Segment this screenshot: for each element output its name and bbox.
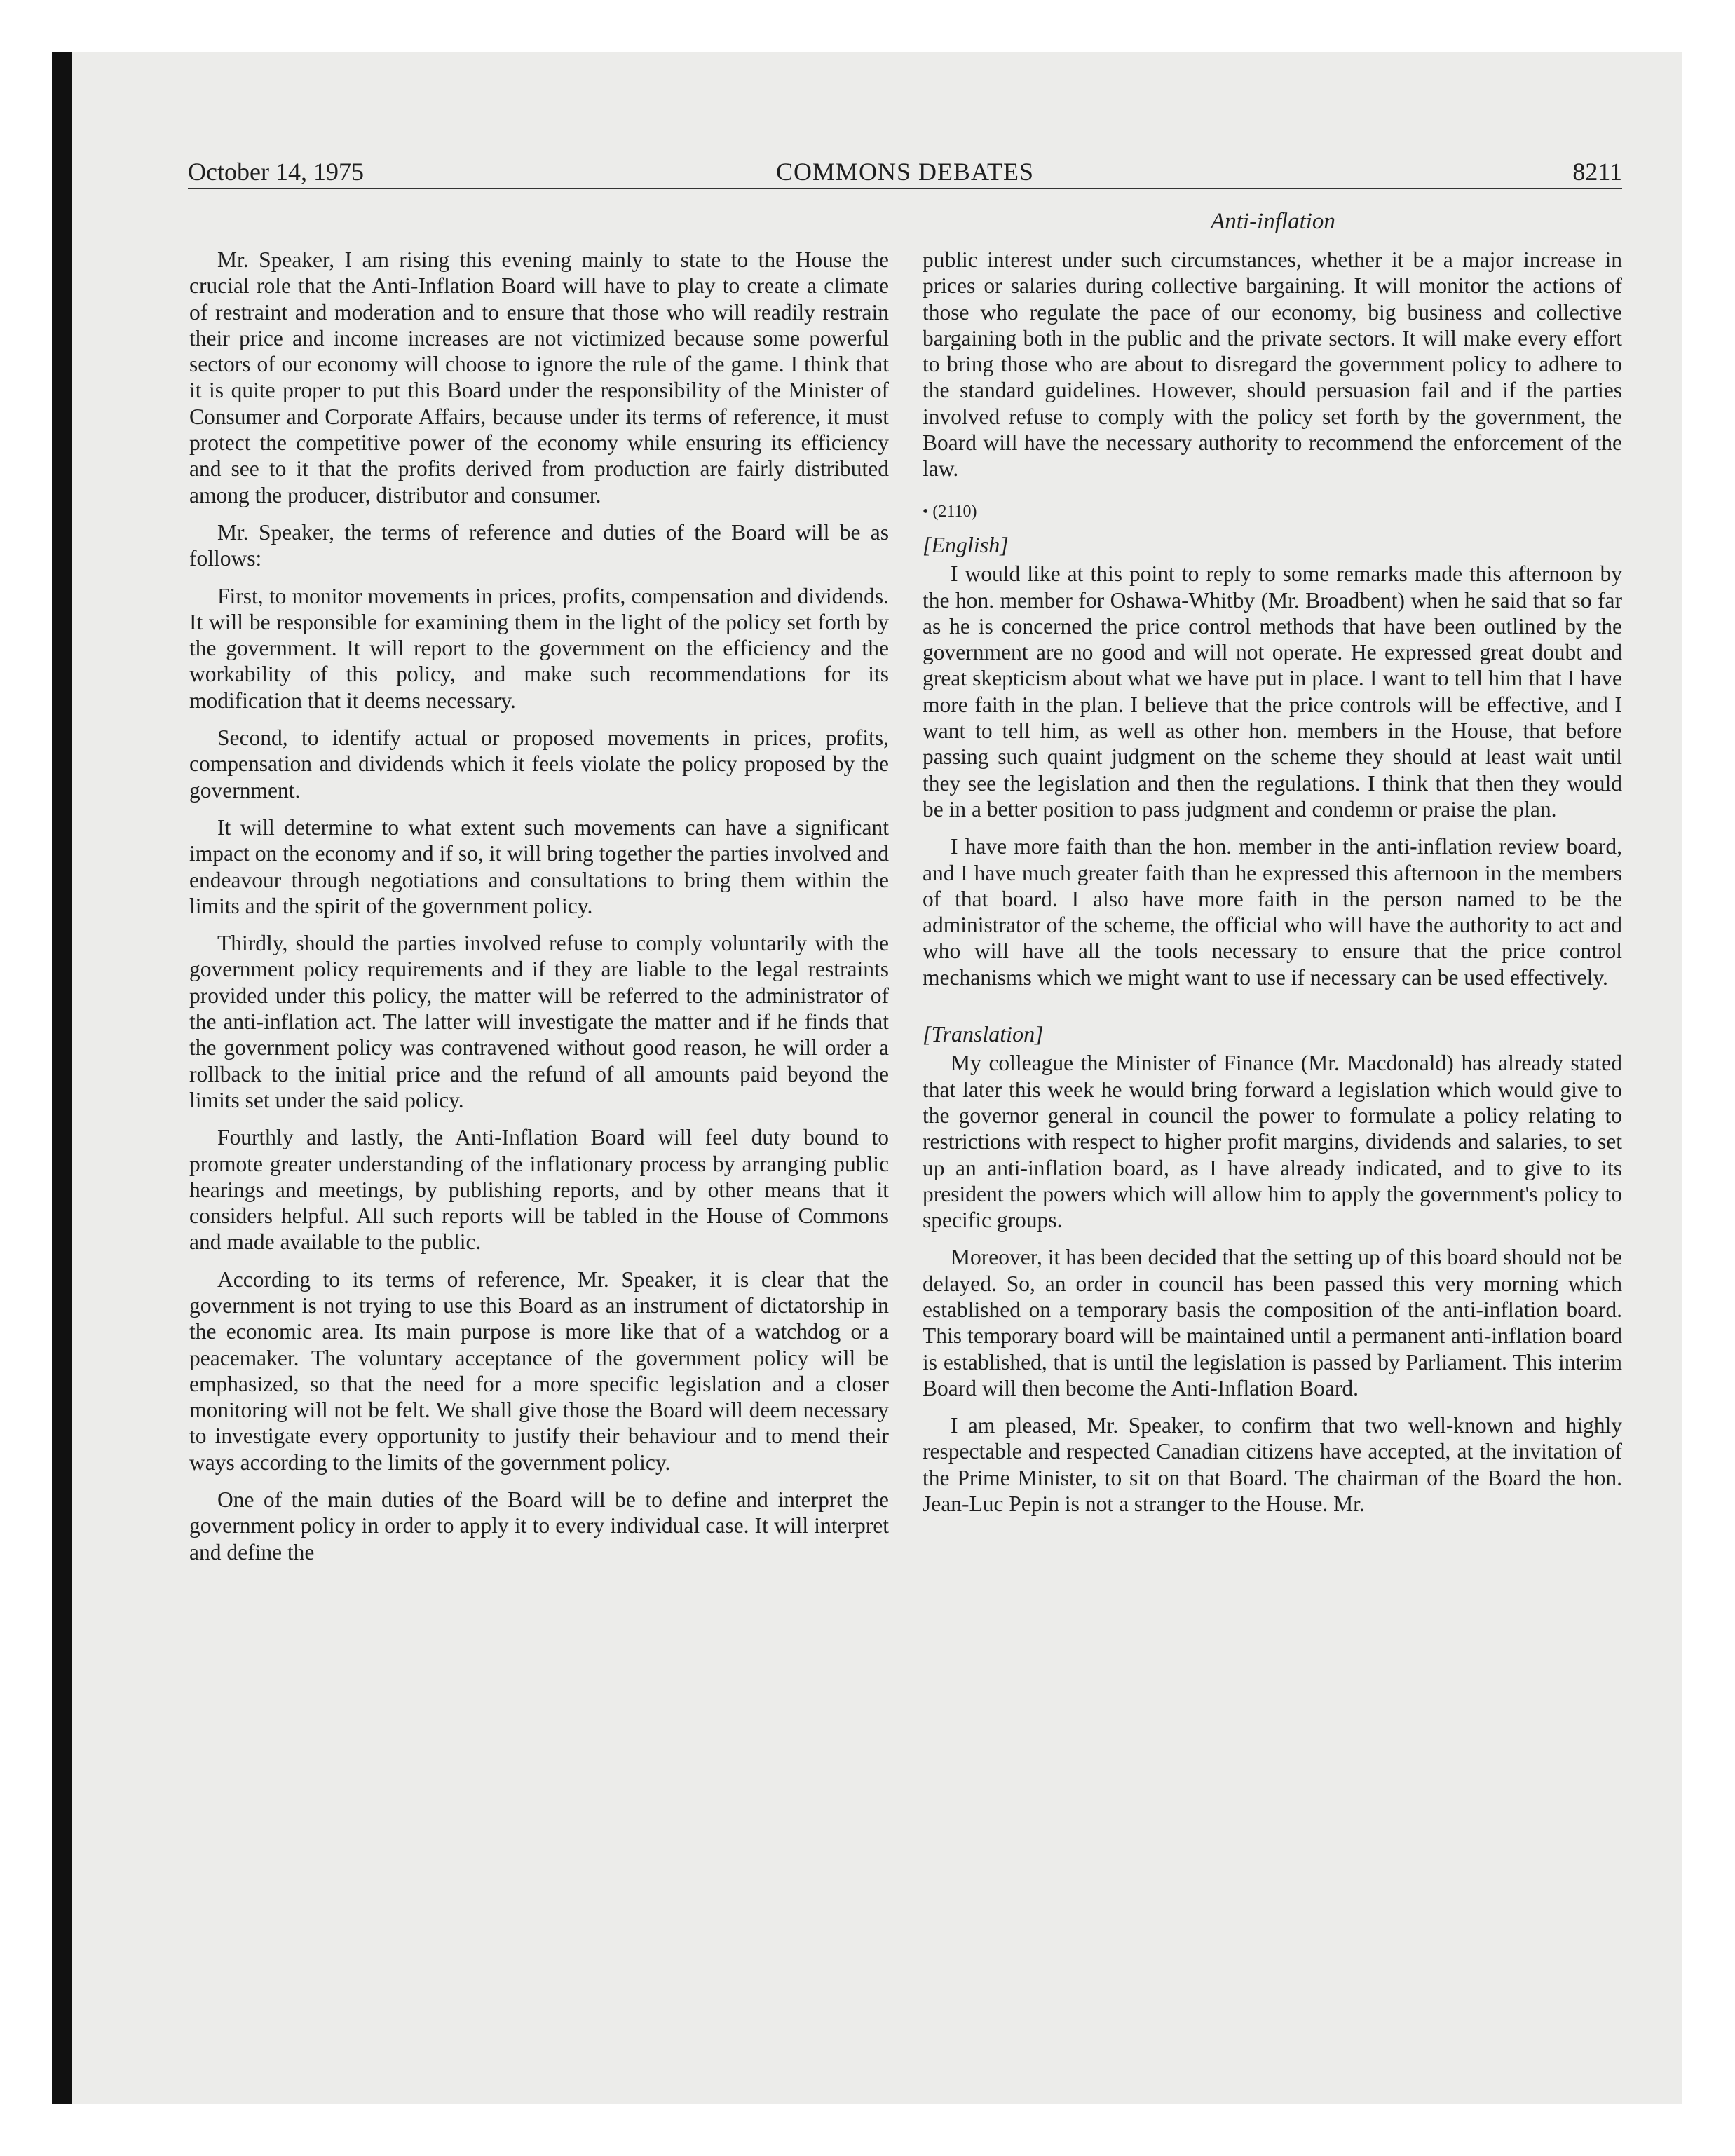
paragraph: I would like at this point to reply to some remarks made this afternoon by the hon. member for Oshawa-Whitby (Mr. Broadbent) when he said that so far as he is concerned the price control methods that have been outlined by the government are no good and will not operate. He expressed great doubt and great skepticism about what we have put in place. I want to tell him that I have more faith in the plan. I believe that the price controls will be effective, and I want to tell him, as well as other hon. members in the House, that before passing such quaint judgment on the scheme they should at least wait until they see the legislation and then the regulations. I think that then they would be in a better position to pass judgment and condemn or praise the plan.	[923, 561, 1622, 821]
paragraph: According to its terms of reference, Mr. Speaker, it is clear that the government is not trying to use this Board as an instrument of dictatorship in the economic area. Its main purpose is more like that of a watchdog or a peacemaker. The voluntary acceptance of the government policy will be emphasized, so that the need for a more specific legislation and a closer monitoring will not be felt. We shall give those the Board will deem necessary to investigate every opportunity to justify their behaviour and to mend their ways according to the limits of the government policy.	[189, 1267, 889, 1475]
paragraph: Thirdly, should the parties involved refuse to comply voluntarily with the government policy requirements and if they are liable to the legal restraints provided under this policy, the matter will be referred to the administrator of the anti-inflation act. The latter will investigate the matter and if he finds that the government policy was contravened without good reason, he will order a rollback to the initial price and the refund of all amounts paid beyond the limits set under the said policy.	[189, 931, 889, 1112]
paragraph: Moreover, it has been decided that the setting up of this board should not be delayed. So, an order in council has been passed this very morning which established on a temporary basis the composition of the anti-inflation board. This temporary board will be maintained until a permanent anti-inflation board is established, that is until the legislation is passed by Parliament. This interim Board will then become the Anti-Inflation Board.	[923, 1245, 1622, 1400]
paragraph: First, to monitor movements in prices, profits, compensation and dividends. It will be responsible for examining them in the light of the policy set forth by the government. It will report to the government on the efficiency and the workability of this policy, and make such recommendations for its modification that it deems necessary.	[189, 583, 889, 713]
paragraph: My colleague the Minister of Finance (Mr. Macdonald) has already stated that later this week he would bring forward a legislation which would give to the governor general in council the power to formulate a policy relating to restrictions with respect to higher profit margins, dividends and salaries, to set up an anti-inflation board, as I have already indicated, and to give to its president the powers which will allow him to apply the government's policy to specific groups.	[923, 1051, 1622, 1233]
left-column	[189, 247, 889, 1576]
paragraph: Mr. Speaker, I am rising this evening mainly to state to the House the crucial role that the Anti-Inflation Board will have to play to create a climate of restraint and moderation and to ensure that those who will readily restrain their price and income increases are not victimized because some powerful sectors of our economy will choose to ignore the rule of the game. I think that it is quite proper to put this Board under the responsibility of the Minister of Consumer and Corporate Affairs, because under its terms of reference, it must protect the competitive power of the economy while ensuring its efficiency and see to it that the profits derived from production are fairly distributed among the producer, distributor and consumer.	[189, 247, 889, 507]
language-label-translation: [Translation]	[923, 1021, 1044, 1047]
paragraph: One of the main duties of the Board will be to define and interpret the government policy in order to apply it to every individual case. It will interpret and define the	[189, 1487, 889, 1564]
right-column	[923, 247, 1622, 1528]
paragraph: I am pleased, Mr. Speaker, to confirm that two well-known and highly respectable and respected Canadian citizens have accepted, at the invitation of the Prime Minister, to sit on that Board. The chairman of the Board the hon. Jean-Luc Pepin is not a stranger to the House. Mr.	[923, 1413, 1622, 1517]
paragraph: Fourthly and lastly, the Anti-Inflation Board will feel duty bound to promote greater understanding of the inflationary process by arranging public hearings and meetings, by publishing reports, and by other means that it considers helpful. All such reports will be tabled in the House of Commons and made available to the public.	[189, 1125, 889, 1255]
page-number: 8211	[1572, 158, 1622, 186]
header-date: October 14, 1975	[188, 158, 364, 186]
paragraph: Second, to identify actual or proposed movements in prices, profits, compensation and dividends which it feels violate the policy proposed by the government.	[189, 725, 889, 803]
paragraph: Mr. Speaker, the terms of reference and duties of the Board will be as follows:	[189, 519, 889, 571]
timestamp: • (2110)	[923, 502, 977, 521]
page-header	[188, 153, 1622, 189]
header-title: COMMONS DEBATES	[775, 158, 1035, 186]
paragraph: I have more faith than the hon. member in the anti-inflation review board, and I have much greater faith than he expressed this afternoon in the members of that board. I also have more faith in the person named to be the administrator of the scheme, the official who will have the authority to act and who will have all the tools necessary to ensure that the price control mechanisms which we might want to use if necessary can be used effectively.	[923, 834, 1622, 990]
running-head: Anti-inflation	[1211, 209, 1335, 234]
paragraph: It will determine to what extent such movements can have a significant impact on the economy and if so, it will bring together the parties involved and endeavour through negotiations and consultations to bring them within the limits and the spirit of the government policy.	[189, 814, 889, 918]
binding-edge	[52, 52, 72, 2104]
language-label-english: [English]	[923, 531, 1009, 557]
paragraph-continuation: public interest under such circumstances, whether it be a major increase in prices or salaries during collective bargaining. It will monitor the actions of those who regulate the pace of our economy, big business and collective bargaining both in the public and the private sectors. It will make every effort to bring those who are about to disregard the government policy to adhere to the standard guidelines. However, should persuasion fail and if the parties involved refuse to comply with the policy set forth by the government, the Board will have the necessary authority to recommend the enforcement of the law.	[923, 247, 1622, 482]
